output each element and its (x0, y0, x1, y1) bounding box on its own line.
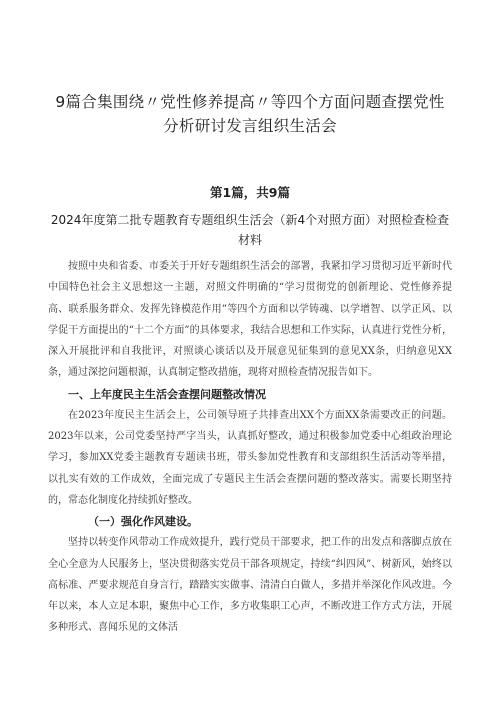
paragraph-3: 坚持以转变作风带动工作成效提升，践行党员干部要求，把工作的出发点和落脚点放在全心全意为人民服务上，坚决贯彻落实党员干部各项规定，持续“纠四风”、树新风，始终以高标准、严要求规范自身言行，踏踏实实做事、清清白白做人，多措并举深化作风改进。今年以来，本人立足本职，聚焦中心工作，多方收集职工心声，不断改进工作方式方法，开展多种形式、喜闻乐见的文体活 (48, 537, 452, 634)
intro-paragraph: 按照中央和省委、市委关于开好专题组织生活会的部署，我紧扣学习贯彻习近平新时代中国特色社会主义思想这一主题，对照文件明确的“学习贯彻党的创新理论、党性修养提高、联系服务群众、发挥先锋模范作用”等四个方面和以学铸魂、以学增智、以学正风、以学促干方面提出的“十二个方面”的具体要求，我结合思想和工作实际，认真进行党性分析，深入开展批评和自我批评，对照谈心谈话以及开展意见征集到的意见XX条，归纳意见XX条，通过深挖问题根源，认真制定整改措施，现将对照检查情况报告如下。 (48, 261, 452, 379)
document-subtitle: 2024年度第二批专题教育专题组织生活会（新4个对照方面）对照检查检查材料 (50, 213, 450, 247)
section-heading-1: 一、上年度民主生活会查摆问题整改情况 (68, 387, 266, 401)
section-label: 第1篇，共9篇 (210, 185, 290, 200)
document-title: 9篇合集围绕〃党性修养提高〃等四个方面问题查摆党性分析研讨发言组织生活会 (55, 93, 445, 135)
subsection-heading-1: （一）强化作风建设。 (88, 515, 198, 529)
paragraph-2: 在2023年度民主生活会上，公司领导班子共排查出XX个方面XX条需要改正的问题。2023年以来，公司党委坚持严字当头，认真抓好整改，通过积极参加党委中心组政治理论学习，参加XX党委主题教育专题读书班，带头参加党性教育和支部组织生活活动等举措，以扎实有效的工作成效，全面完成了专题民主生活会查摆问题的整改落实。需要长期坚持的，常态化制度化持续抓好整改。 (48, 409, 452, 506)
